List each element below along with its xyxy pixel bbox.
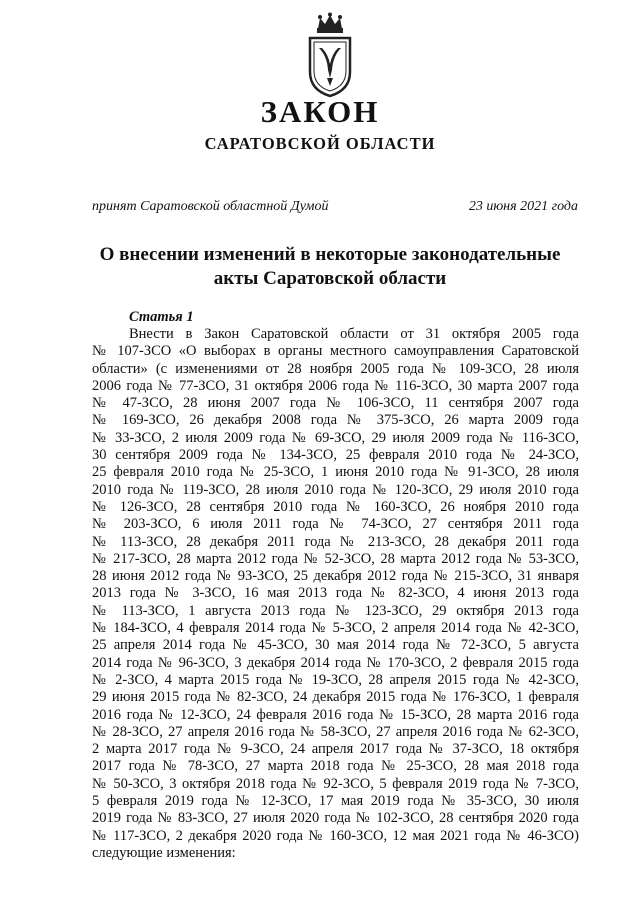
article-line: 2014 года № 96-ЗСО, 3 декабря 2014 года № 170-ЗСО, 2 февраля 2015 года — [92, 654, 579, 671]
adoption-date: 23 июня 2021 года — [468, 199, 578, 214]
article-line: 30 сентября 2009 года № 134-ЗСО, 25 февраля 2010 года № 24-ЗСО, — [92, 447, 579, 464]
article-label: Статья 1 — [129, 309, 194, 325]
law-title: ЗАКОН — [260, 94, 380, 129]
article-line: № 184-ЗСО, 4 февраля 2014 года № 5-ЗСО, 2 апреля 2014 года № 42-ЗСО, — [92, 620, 579, 637]
document-heading-line: акты Саратовской области — [213, 268, 447, 289]
article-line: № 28-ЗСО, 27 апреля 2016 года № 58-ЗСО, 27 апреля 2016 года № 62-ЗСО, — [92, 723, 579, 740]
article-line: 25 апреля 2014 года № 45-ЗСО, 30 мая 2014 года № 72-ЗСО, 5 августа — [92, 637, 579, 654]
article-line: 2017 года № 78-ЗСО, 27 марта 2018 года № 25-ЗСО, 28 мая 2018 года — [92, 758, 579, 775]
article-line: № 107-ЗСО «О выборах в органы местного самоуправления Саратовской — [92, 343, 579, 360]
adopted-by-text: принят Саратовской областной Думой — [92, 199, 329, 214]
article-line: области» (с изменениями от 28 ноября 2005 года № 109-ЗСО, 28 июля — [92, 360, 579, 377]
article-line: № 113-ЗСО, 1 августа 2013 года № 123-ЗСО, 29 октября 2013 года — [92, 602, 579, 619]
article-line: 28 июня 2012 года № 93-ЗСО, 25 декабря 2012 года № 215-ЗСО, 31 января — [92, 568, 579, 585]
article-line: Внести в Закон Саратовской области от 31 октября 2005 года — [129, 326, 579, 342]
article-line: № 2-ЗСО, 4 марта 2015 года № 19-ЗСО, 28 апреля 2015 года № 42-ЗСО, — [92, 671, 579, 688]
article-line: 2010 года № 119-ЗСО, 28 июля 2010 года № 120-ЗСО, 29 июля 2010 года — [92, 481, 579, 498]
article-line: следующие изменения: — [92, 844, 236, 861]
article-line: 2013 года № 3-ЗСО, 16 мая 2013 года № 82-ЗСО, 4 июня 2013 года — [92, 585, 579, 602]
article-line: № 217-ЗСО, 28 марта 2012 года № 52-ЗСО, 28 марта 2012 года № 53-ЗСО, — [92, 550, 579, 567]
article-line: № 117-ЗСО, 2 декабря 2020 года № 160-ЗСО, 12 мая 2021 года № 46-ЗСО) — [92, 827, 579, 844]
article-line: № 126-ЗСО, 28 сентября 2010 года № 160-ЗСО, 26 ноября 2010 года — [92, 498, 579, 515]
article-line: 29 июня 2015 года № 82-ЗСО, 24 декабря 2015 года № 176-ЗСО, 1 февраля — [92, 689, 579, 706]
article-line: № 33-ЗСО, 2 июля 2009 года № 69-ЗСО, 29 июля 2009 года № 116-ЗСО, — [92, 429, 579, 446]
article-line: № 113-ЗСО, 28 декабря 2011 года № 213-ЗСО, 28 декабря 2011 года — [92, 533, 579, 550]
article-line: 2016 года № 12-ЗСО, 24 февраля 2016 года № 15-ЗСО, 28 марта 2016 года — [92, 706, 579, 723]
article-line: № 50-ЗСО, 3 октября 2018 года № 92-ЗСО, 5 февраля 2019 года № 7-ЗСО, — [92, 775, 579, 792]
document-heading-line: О внесении изменений в некоторые законодательные — [99, 244, 561, 265]
article-line: № 169-ЗСО, 26 декабря 2008 года № 375-ЗСО, 26 марта 2009 года — [92, 412, 579, 429]
document-heading — [80, 243, 580, 291]
coat-of-arms-icon — [305, 12, 355, 98]
region-name: САРАТОВСКОЙ ОБЛАСТИ — [204, 134, 436, 153]
article-line: 2006 года № 77-ЗСО, 31 октября 2006 года № 116-ЗСО, 30 марта 2007 года — [92, 377, 579, 394]
article-line: 2019 года № 83-ЗСО, 27 июля 2020 года № 102-ЗСО, 28 сентября 2020 года — [92, 810, 579, 827]
article-body — [92, 326, 579, 862]
article-line: 2 марта 2017 года № 9-ЗСО, 24 апреля 2017 года № 37-ЗСО, 18 октября — [92, 741, 579, 758]
article-line: № 203-ЗСО, 6 июля 2011 года № 74-ЗСО, 27 сентября 2011 года — [92, 516, 579, 533]
article-line: 5 февраля 2019 года № 12-ЗСО, 17 мая 2019 года № 35-ЗСО, 30 июля — [92, 793, 579, 810]
article-line: 25 февраля 2010 года № 25-ЗСО, 1 июня 2010 года № 91-ЗСО, 28 июля — [92, 464, 579, 481]
article-line: № 47-ЗСО, 28 июня 2007 года № 106-ЗСО, 11 сентября 2007 года — [92, 395, 579, 412]
